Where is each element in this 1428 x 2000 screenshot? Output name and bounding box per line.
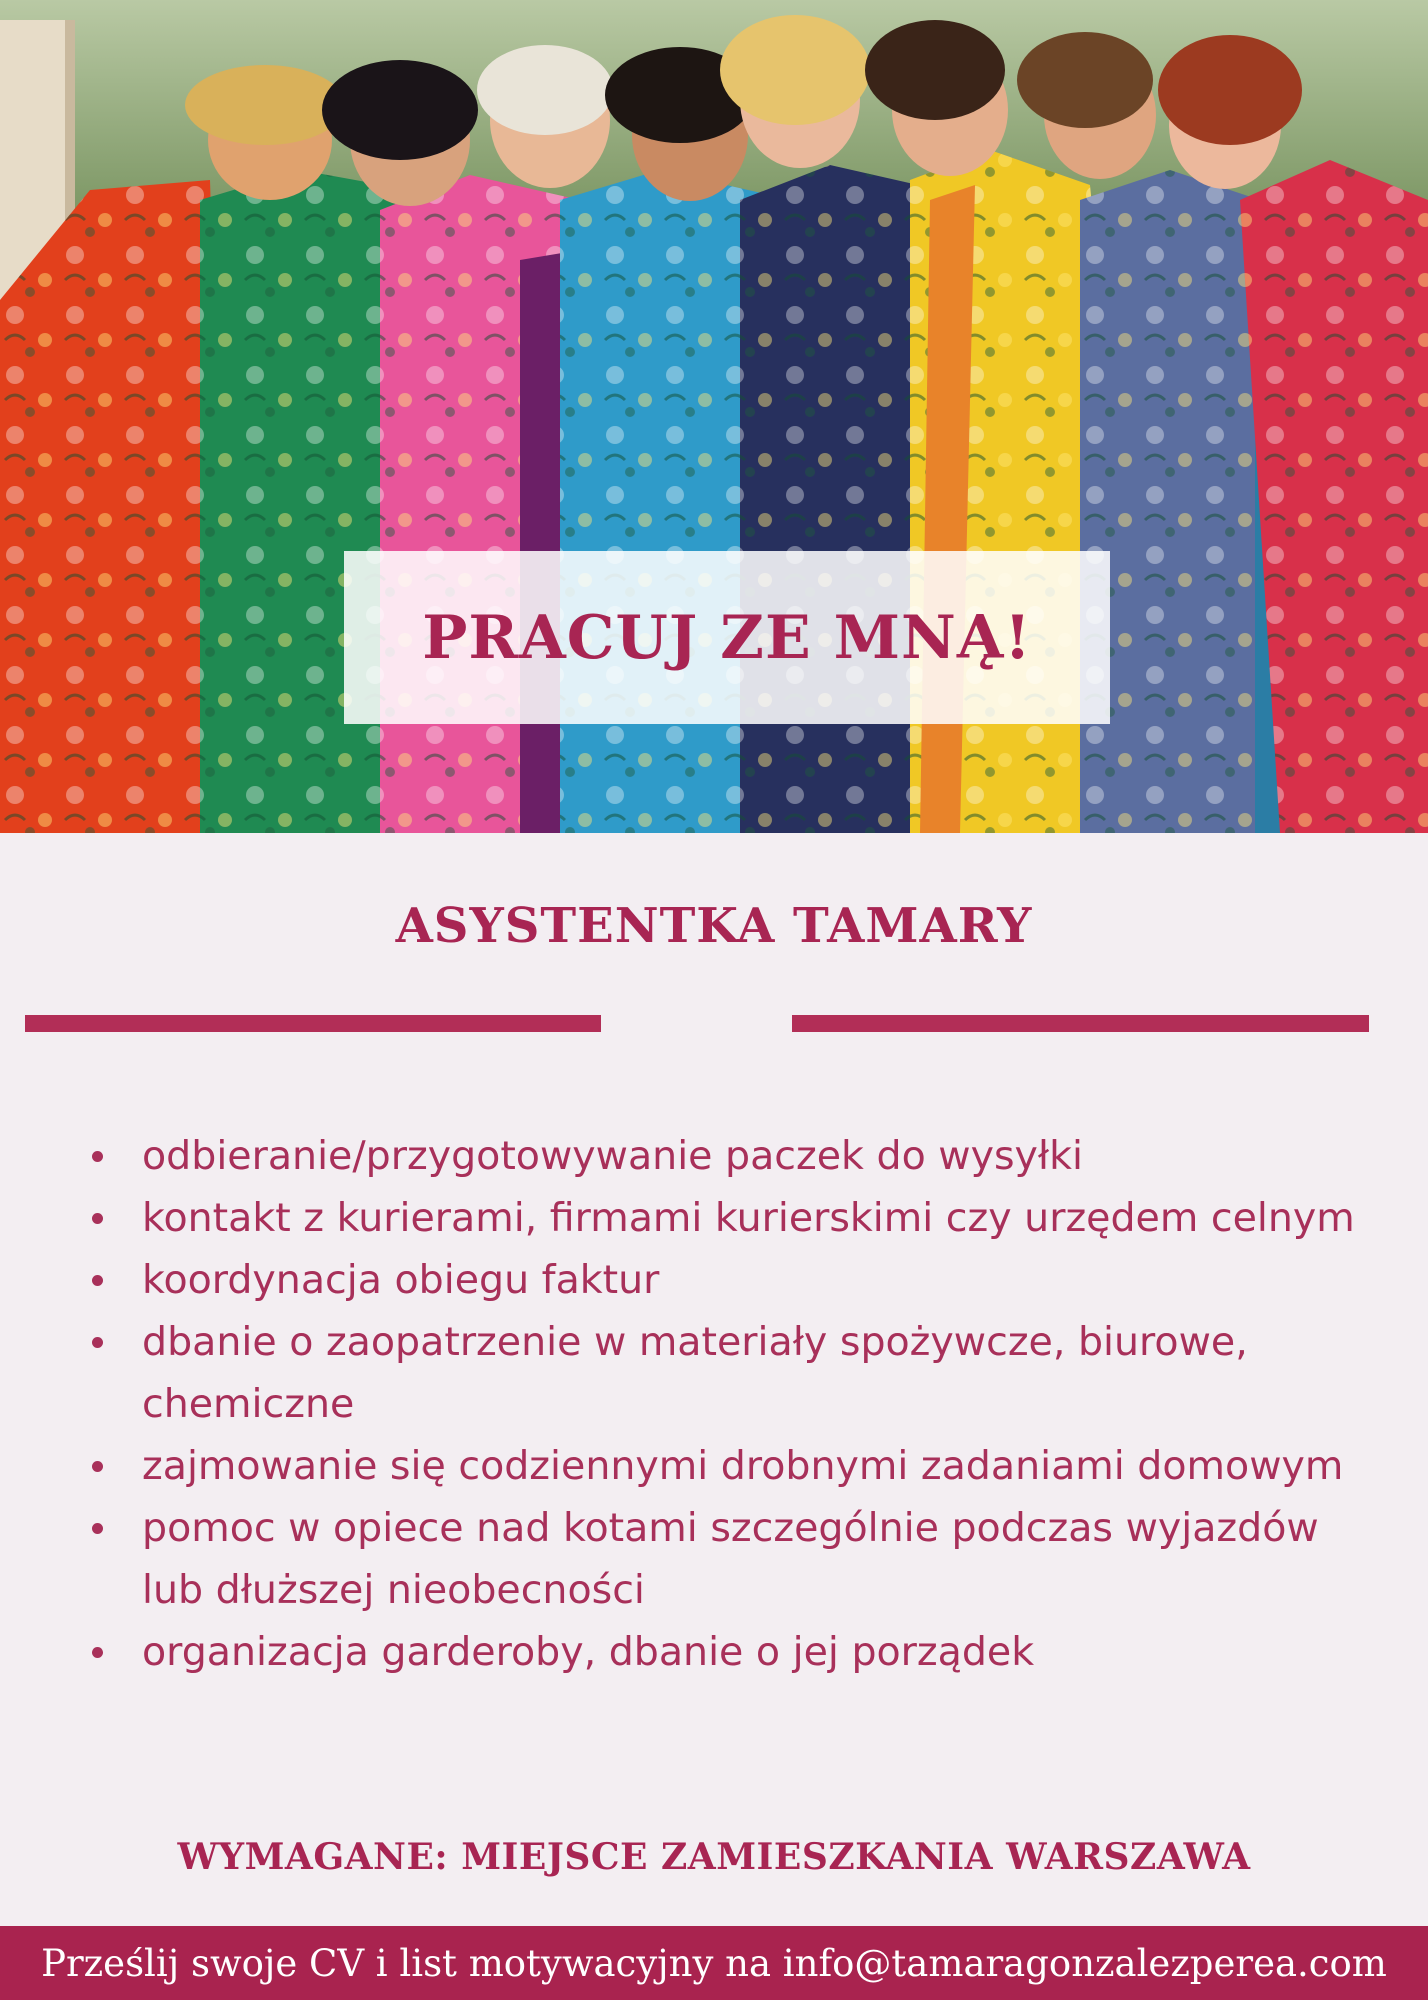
bullet-icon <box>92 1337 103 1348</box>
list-item <box>92 1311 1392 1435</box>
headline: PRACUJ ZE MNĄ! <box>422 602 1032 673</box>
duty-text: kontakt z kurierami, firmami kurierskimi czy urzędem celnym <box>142 1195 1355 1241</box>
list-item <box>92 1497 1392 1621</box>
list-item <box>92 1621 1392 1683</box>
list-item <box>92 1125 1392 1187</box>
duty-text: pomoc w opiece nad kotami szczególnie podczas wyjazdów lub dłuższej nieobecności <box>142 1505 1319 1613</box>
duty-text: zajmowanie się codziennymi drobnymi zadaniami domowym <box>142 1443 1344 1489</box>
duty-text: odbieranie/przygotowywanie paczek do wysyłki <box>142 1133 1083 1179</box>
bullet-icon <box>92 1275 103 1286</box>
list-item <box>92 1187 1392 1249</box>
duty-text: dbanie o zaopatrzenie w materiały spożywcze, biurowe, chemiczne <box>142 1319 1248 1427</box>
duty-text: koordynacja obiegu faktur <box>142 1257 660 1303</box>
bullet-icon <box>92 1213 103 1224</box>
requirement-text: WYMAGANE: MIEJSCE ZAMIESZKANIA WARSZAWA <box>177 1836 1251 1878</box>
bullet-icon <box>92 1151 103 1162</box>
divider-right <box>792 1015 1369 1032</box>
footer-bar <box>0 1926 1428 2000</box>
contact-text: Prześlij swoje CV i list motywacyjny na info@tamaragonzalezperea.com <box>41 1941 1387 1985</box>
duty-text: organizacja garderoby, dbanie o jej porządek <box>142 1629 1035 1675</box>
bullet-icon <box>92 1647 103 1658</box>
duties-list <box>92 1125 1392 1683</box>
divider-left <box>25 1015 601 1032</box>
list-item <box>92 1249 1392 1311</box>
list-item <box>92 1435 1392 1497</box>
headline-banner <box>344 551 1110 724</box>
job-title: ASYSTENTKA TAMARY <box>395 898 1033 954</box>
bullet-icon <box>92 1523 103 1534</box>
bullet-icon <box>92 1461 103 1472</box>
